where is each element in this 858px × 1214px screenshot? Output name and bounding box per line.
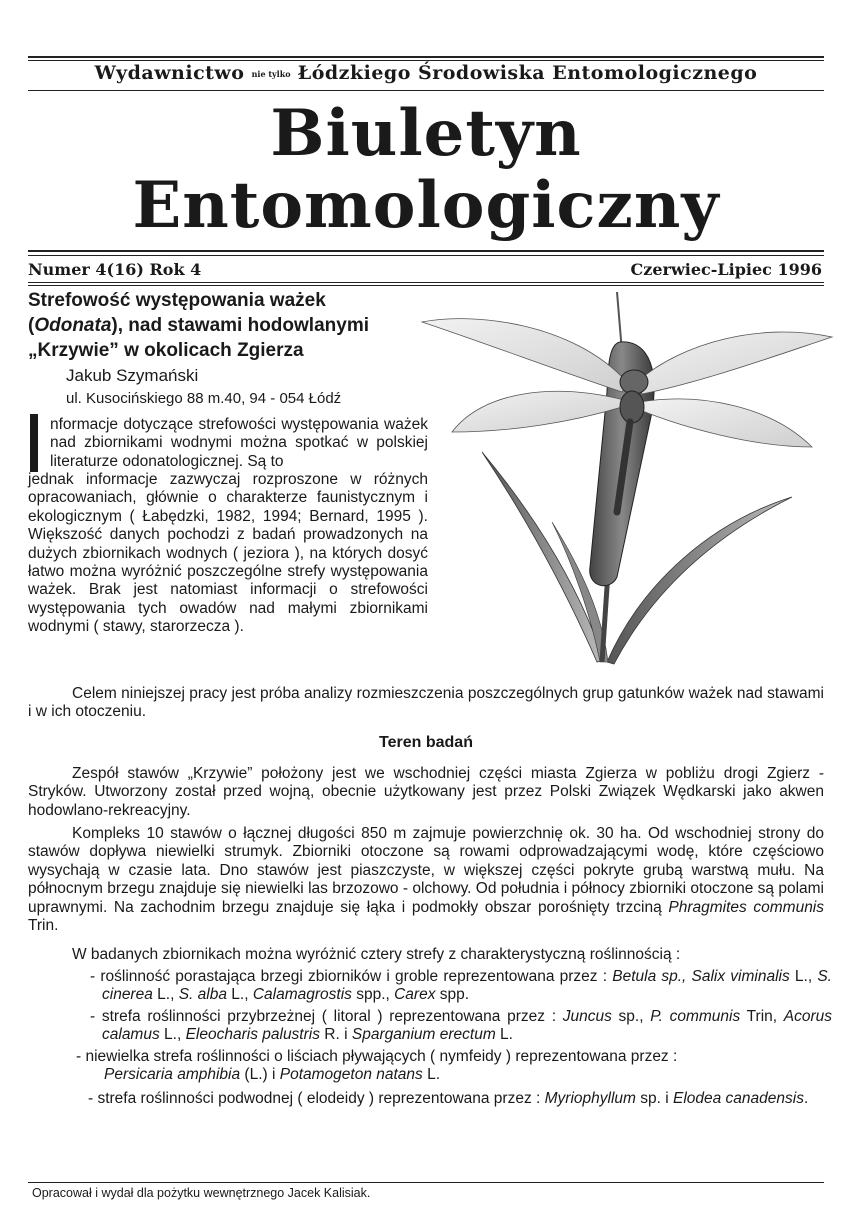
li2-text-a: - strefa roślinności przybrzeżnej ( litoral ) reprezentowana przez : [90,1008,563,1025]
issue-date: Czerwiec-Lipiec 1996 [630,260,822,279]
li3-text-b: (L.) i [240,1066,280,1084]
paragraph-intro-rest: jednak informacje zazwyczaj rozproszone w różnych opracowaniach, głównie o charakterze faunistycznym i ekologicznym ( Łabędzki, 1982, 1994; Bernard, 1995 ). Większość danych pochodzi z badań prowadzonych na dużych zbiornikach wodnych ( jeziora ), na których dosyć łatwo można wyróżnić poszczególne strefy występowania ważek. Brak jest natomiast informacji o strefowości występowania tych owadów nad małymi zbiornikami wodnymi ( stawy, starorzecza ). [28,471,428,636]
paragraph-zones-intro: W badanych zbiornikach można wyróżnić cztery strefy z charakterystyczną roślinnością : [72,946,681,963]
paragraph-complex [28,825,824,935]
li4-text-a: - strefa roślinności podwodnej ( elodeidy ) reprezentowana przez : [88,1090,545,1107]
masthead-rule-thin [28,255,824,256]
li1-text-e: spp., [351,986,395,1004]
article-title-open: ( [28,315,35,336]
li2-text-f: L. [495,1026,513,1044]
li2-species-1: Juncus [562,1008,612,1025]
zone-item-littoral [90,1008,832,1045]
article-title-part3: „Krzywie” w okolicach Zgierza [28,340,304,361]
li2-text-b: sp., [611,1008,651,1025]
dragonfly-cattail-illustration [412,282,840,682]
paragraph-location: Zespół stawów „Krzywie” położony jest we wschodniej części miasta Zgierza w pobliżu drogi Zgierz - Stryków. Utworzony został przed wojną, obecnie użytkowany jest przez Polski Związek Wędkarski jako akwen hodowlano-rekreacyjny. [28,765,824,819]
publisher-rest: Łódzkiego Środowiska Entomologicznego [297,62,758,84]
author-address: ul. Kusocińskiego 88 m.40, 94 - 054 Łódź [66,390,342,407]
li2-species-2: P. communis [650,1008,741,1025]
li3-text-a: - niewielka strefa roślinności o liściach pływających ( nymfeidy ) reprezentowana przez : [76,1048,678,1065]
li1-species-1: Betula sp., Salix viminalis [612,968,790,985]
footer-rule [28,1182,824,1183]
masthead-title-line1: Biuletyn [270,96,582,171]
li2-text-e: R. i [319,1026,352,1044]
li1-species-5: Carex [394,986,436,1004]
p4-start: Kompleks 10 stawów o łącznej długości 850 m zajmuje powierzchnię ok. 30 ha. Od wschodniej strony do stawów dopływa niewielki strumyk. Zbiorniki otoczone są rowami odprowadzającymi wodę, które częściowo wysychają w czasie lata. Dno stawów jest piaszczyste, w większej części pokryte grubą warstwą mułu. Na północnym brzegu znajduje się niewielki las brzozowo - olchowy. Od południa i północy zbiorniki otoczone są polami uprawnymi. Na zachodnim brzegu znajduje się łąka i podmokły obszar porośnięty trzciną [28,825,824,916]
publisher-line [28,62,824,84]
footer-credit: Opracował i wydał dla pożytku wewnętrznego Jacek Kalisiak. [32,1186,371,1200]
li2-species-5: Sparganium erectum [351,1026,496,1044]
li4-species-1: Myriophyllum [544,1090,636,1107]
li3-species-2: Potamogeton natans [279,1066,423,1084]
author-name: Jakub Szymański [66,366,199,385]
zone-item-nymphaeids [76,1048,820,1085]
li1-text-a: - roślinność porastająca brzegi zbiorników i groble reprezentowana przez : [90,968,613,985]
publisher-rule [28,90,824,91]
masthead-title-line2: Entomologiczny [132,168,720,243]
paragraph-intro-top: nformacje dotyczące strefowości występowania ważek nad zbiornikami wodnymi można spotkać w polskiej literaturze odonatologicznej. Są to [50,416,428,470]
li2-species-4: Eleocharis palustris [185,1026,320,1044]
li2-text-d: L., [159,1026,186,1044]
p4-end: Trin. [28,917,59,935]
article-title-part2: ), nad stawami hodowlanymi [111,315,369,336]
li2-text-c: Trin, [740,1008,784,1025]
publisher-small: nie tylko [251,69,291,79]
zone-item-shore [90,968,832,1005]
issue-number: Numer 4(16) Rok 4 [28,260,202,279]
p4-species: Phragmites communis [668,898,825,916]
li1-species-2: S. cinerea [102,968,832,1004]
masthead-rule [28,250,824,252]
paragraph-aim: Celem niniejszej pracy jest próba analizy rozmieszczenia poszczególnych grup gatunków ważek nad stawami i w ich otoczeniu. [28,685,824,721]
publisher-main: Wydawnictwo [94,62,245,84]
li4-text-c: . [803,1090,809,1107]
li1-text-f: spp. [435,986,470,1004]
article-title-part1: Strefowość występowania ważek [28,290,326,311]
top-rule-thin [28,60,824,61]
article-title-italic: Odonata [34,315,112,336]
li3-species-1: Persicaria amphibia [104,1066,241,1084]
li3-text-c: L. [422,1066,441,1084]
li1-text-d: L., [226,986,253,1004]
li1-species-4: Calamagrostis [252,986,352,1004]
article-title [28,288,428,363]
drop-cap-i [30,414,38,472]
li4-species-2: Elodea canadensis [672,1090,804,1107]
li1-species-3: S. alba [178,986,227,1004]
li2-species-3: Acorus calamus [102,1008,833,1044]
zone-item-elodeids [88,1090,832,1108]
top-rule [28,56,824,58]
li4-text-b: sp. i [635,1090,673,1107]
li1-text-c: L., [152,986,179,1004]
li1-text-b: L., [789,968,818,985]
section-heading-study-area: Teren badań [379,734,473,751]
